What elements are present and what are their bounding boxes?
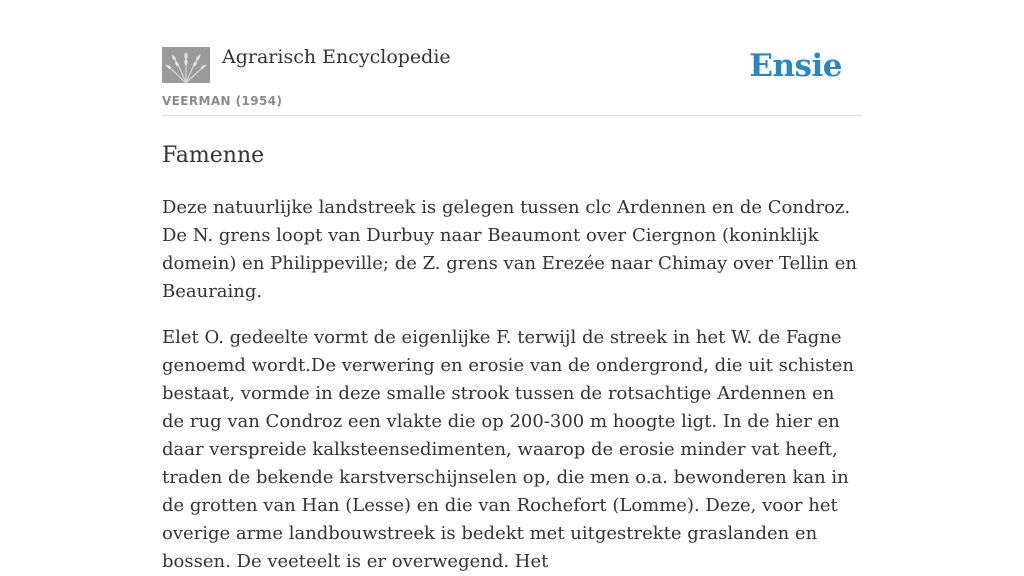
article-paragraph: Elet O. gedeelte vormt de eigenlijke F. terwijl de streek in het W. de Fagne genoemd wordt.De verwering en erosie van de ondergrond, die uit schisten bestaat, vormde in deze smalle strook tussen de rotsachtige Ardennen en de rug van Condroz een vlakte die op 200-300 m hoogte ligt. In de hier en daar verspreide kalksteensedimenten, waarop de erosie minder vat heeft, traden de bekende karstverschijnselen op, die men o.a. bewonderen kan in de grotten van Han (Lesse) en die van Rochefort (Lomme). Deze, voor het overige arme landbouwstreek is bedekt met uitgestrekte graslanden en bossen. De veeteelt is er overwegend. Het — [162, 327, 854, 572]
article-paragraph: Deze natuurlijke landstreek is gelegen tussen clc Ardennen en de Condroz. De N. grens loopt van Durbuy naar Beaumont over Ciergnon (koninklijk domein) en Philippeville; de Z. grens van Erezée naar Chimay over Tellin en Beauraing. — [162, 197, 857, 302]
source-label: VEERMAN (1954) — [162, 94, 283, 108]
brand-logo[interactable]: Ensie — [749, 48, 842, 84]
site-title[interactable]: Agrarisch Encyclopedie — [222, 46, 451, 68]
content-container — [162, 0, 862, 576]
wheat-logo-icon[interactable] — [162, 47, 210, 83]
header — [162, 0, 862, 116]
article-title: Famenne — [162, 143, 265, 168]
